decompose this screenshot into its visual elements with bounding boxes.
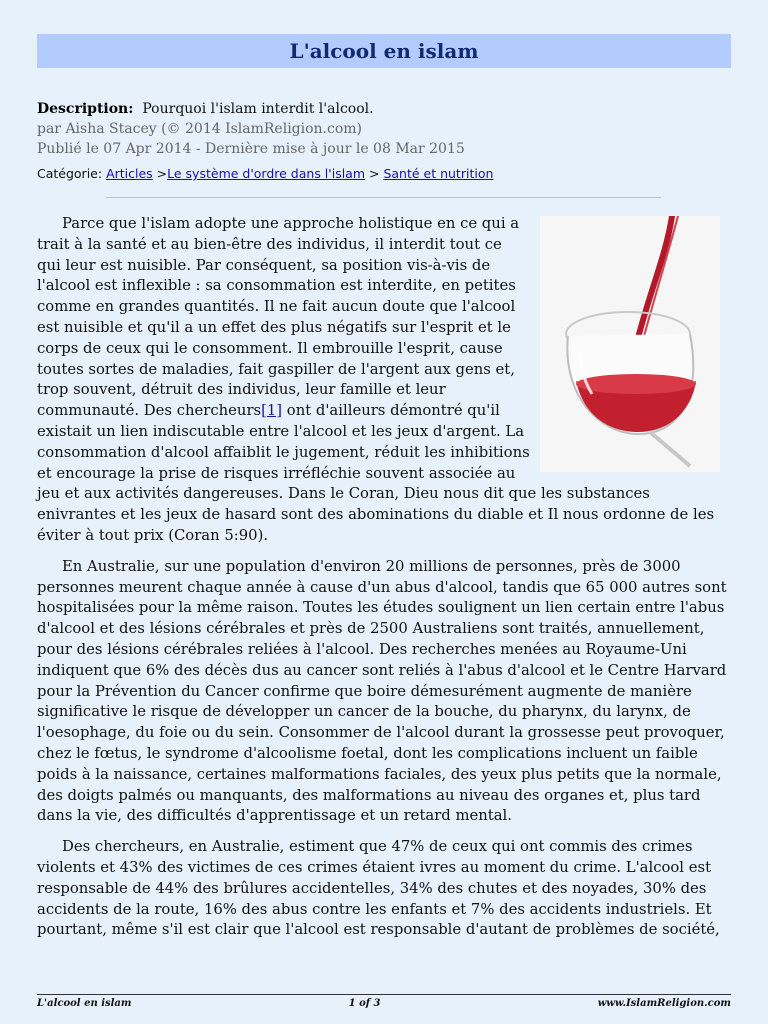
category-link-articles[interactable]: Articles [106,166,153,181]
page-footer [37,996,731,1010]
breadcrumb-separator: > [365,166,384,181]
category-link-sante[interactable]: Santé et nutrition [383,166,494,181]
article-meta [37,99,731,159]
author-line: par Aisha Stacey (© 2014 IslamReligion.com) [37,121,363,137]
footer-title: L'alcool en islam [37,997,132,1009]
wine-glass-photo [540,216,720,472]
description-label: Description: [37,101,134,117]
description-text: Pourquoi l'islam interdit l'alcool. [142,101,374,117]
paragraph-1-part-a: Parce que l'islam adopte une approche holistique en ce qui a trait à la santé et au bien-être des individus, il interdit tout ce qui leur est nuisible. Par conséquent, sa position vis-à-vis de l'alcool est inflexible : sa consommation est interdite, en petites comme en grandes quantités. Il ne fait aucun doute que l'alcool est nuisible et qu'il a un effet des plus négatifs sur l'esprit et le corps de ceux qui le consomment. Il embrouille l'esprit, cause toutes sortes de maladies, fait gaspiller de l'argent aux gens et, trop souvent, détruit des individus, leur famille et leur communauté. Des chercheurs [37,215,520,420]
paragraph-3: Des chercheurs, en Australie, estiment que 47% de ceux qui ont commis des crimes violents et 43% des victimes de ces crimes étaient ivres au moment du crime. L'alcool est responsable de 44% des brûlures accidentelles, 34% des chutes et des noyades, 30% des accidents de la route, 16% des abus contre les enfants et 7% des accidents industriels. Et pourtant, même s'il est clair que l'alcool est responsable d'autant de problèmes de société, [37,838,720,939]
footer-divider [37,994,731,995]
footer-page-number: 1 of 3 [348,997,381,1009]
published-line: Publié le 07 Apr 2014 - Dernière mise à jour le 08 Mar 2015 [37,141,465,157]
title-banner [37,34,731,68]
category-label: Catégorie: [37,166,103,181]
paragraph-1-part-b: ont d'ailleurs démontré qu'il existait un lien indiscutable entre l'alcool et les jeux d'argent. La consommation d'alcool affaiblit le jugement, réduit les inhibitions et encourage la prise de risques irréfléchie souvent associée au jeu et aux activités dangereuses. Dans le Coran, Dieu nous dit que les substances enivrantes et les jeux de hasard sont des abominations du diable et Il nous ordonne de les éviter à tout prix (Coran 5:90). [37,402,715,544]
category-link-systeme[interactable]: Le système d'ordre dans l'islam [167,166,366,181]
paragraph-2: En Australie, sur une population d'environ 20 millions de personnes, près de 3000 personnes meurent chaque année à cause d'un abus d'alcool, tandis que 65 000 autres sont hospitalisées pour la même raison. Toutes les études soulignent un lien certain entre l'abus d'alcool et des lésions cérébrales et près de 2500 Australiens sont traités, annuellement, pour des lésions cérébrales reliées à l'alcool. Des recherches menées au Royaume-Uni indiquent que 6% des décès dus au cancer sont reliés à l'abus d'alcool et le Centre Harvard pour la Prévention du Cancer confirme que boire démesurément augmente de manière significative le risque de développer un cancer de la bouche, du pharynx, du larynx, de l'oesophage, du foie ou du sein. Consommer de l'alcool durant la grossesse peut provoquer, chez le fœtus, le syndrome d'alcoolisme foetal, dont les complications incluent un faible poids à la naissance, certaines malformations faciales, des yeux plus petits que la normale, des doigts palmés ou manquants, des malformations au niveau des organes et, plus tard dans la vie, des difficultés d'apprentissage et un retard mental. [37,557,727,825]
article-body [37,214,731,951]
header-divider [106,197,661,198]
footer-site: www.IslamReligion.com [597,997,731,1009]
wine-glass-pouring-icon [540,216,720,472]
breadcrumb-separator: > [152,166,168,181]
description-line [37,99,731,119]
footnote-ref-1[interactable]: [1] [261,402,283,420]
category-breadcrumb [37,166,731,181]
page-title: L'alcool en islam [289,39,479,63]
